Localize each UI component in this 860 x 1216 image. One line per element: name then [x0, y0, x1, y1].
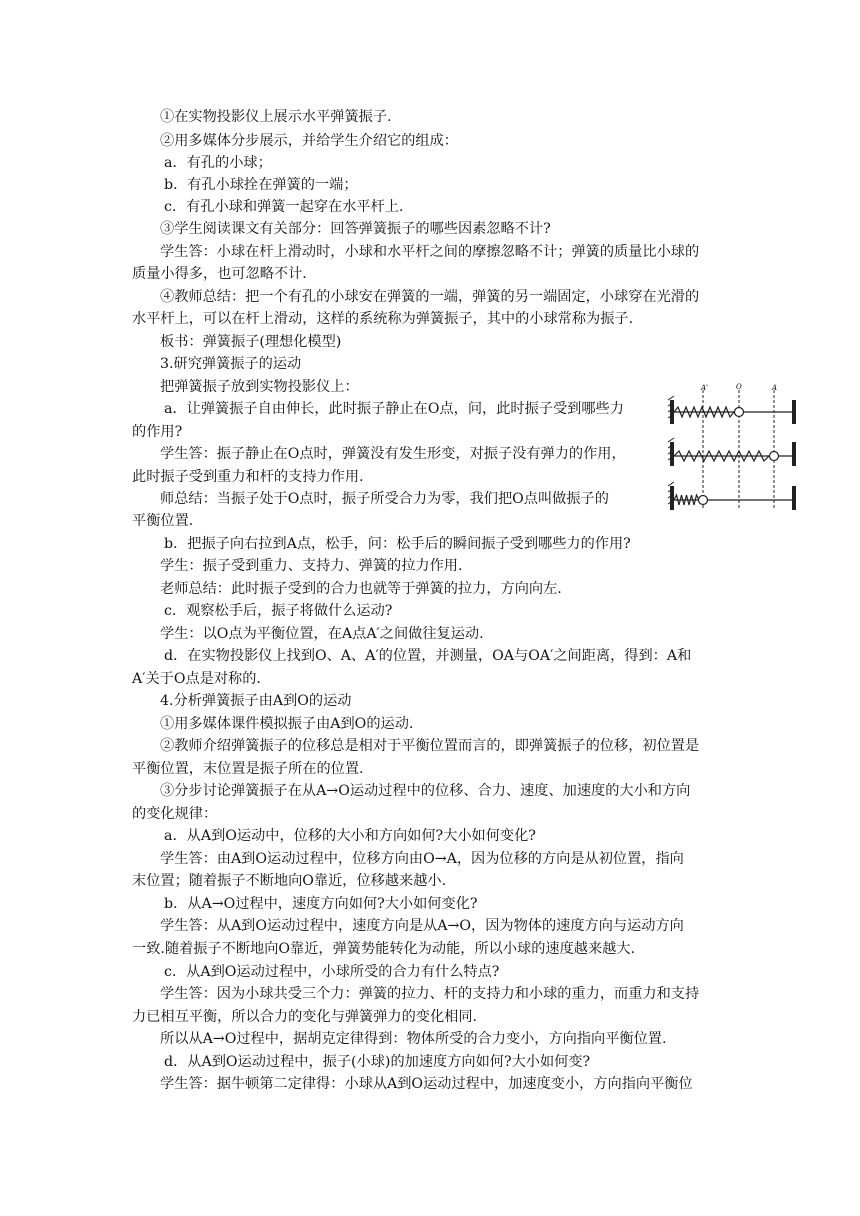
text-line — [160, 1073, 860, 1095]
text-line-content: 板书：弹簧振子(理想化模型) — [160, 334, 342, 350]
oscillator-row-equilibrium — [668, 396, 796, 424]
text-line-content: 的变化规律： — [132, 806, 218, 822]
text-line-content: b．从A→O过程中，速度方向如何?大小如何变化? — [164, 896, 478, 912]
text-line-content: a．从A到O运动中，位移的大小和方向如何?大小如何变化? — [164, 828, 536, 844]
text-line-content: 力已相互平衡，所以合力的变化与弹簧弹力的变化相同. — [132, 1009, 478, 1025]
text-line — [160, 623, 860, 645]
text-line-content: 质量小得多，也可忽略不计. — [132, 266, 307, 282]
text-line — [160, 218, 860, 240]
text-line-content: 学生：以O点为平衡位置，在A点A′之间做往复运动. — [160, 626, 484, 642]
oscillator-row-compressed — [668, 482, 796, 510]
ball-icon — [699, 496, 708, 505]
text-line-content: a．让弹簧振子自由伸长，此时振子静止在O点，问，此时振子受到哪些力 — [164, 401, 624, 417]
text-line — [160, 555, 860, 577]
text-line-content: c．从A到O运动过程中，小球所受的合力有什么特点? — [164, 964, 500, 980]
text-line-content: 平衡位置，末位置是振子所在的位置. — [132, 761, 364, 777]
text-line — [164, 152, 860, 174]
text-line-content: ③分步讨论弹簧振子在从A→O运动过程中的位移、合力、速度、加速度的大小和方向 — [160, 783, 691, 799]
text-line-content: 学生答：据牛顿第二定律得：小球从A到O运动过程中，加速度变小，方向指向平衡位 — [160, 1076, 693, 1092]
label-a-prime: A' — [701, 384, 708, 392]
text-line — [160, 690, 860, 712]
text-line — [160, 578, 860, 600]
text-line-content: 学生答：因为小球共受三个力：弹簧的拉力、杆的支持力和小球的重力，而重力和支持 — [160, 986, 700, 1002]
text-line — [160, 106, 860, 128]
text-line-content: 学生答：振子静止在O点时，弹簧没有发生形变，对振子没有弹力的作用， — [160, 446, 626, 462]
text-line-content: d．从A到O运动过程中，振子(小球)的加速度方向如何?大小如何变? — [164, 1054, 591, 1070]
text-line — [164, 825, 860, 847]
text-line — [132, 1006, 860, 1028]
text-line-content: ②教师介绍弹簧振子的位移总是相对于平衡位置而言的，即弹簧振子的位移，初位置是 — [160, 738, 700, 754]
text-line — [132, 308, 860, 330]
text-line — [160, 735, 860, 757]
text-line — [164, 645, 860, 667]
text-line-content: 学生答：从A到O运动过程中，速度方向是从A→O，因为物体的速度方向与运动方向 — [160, 918, 684, 934]
ball-icon — [770, 452, 779, 461]
text-line — [132, 668, 860, 690]
text-line-content: 的作用? — [132, 424, 183, 440]
text-line-content: 4.分析弹簧振子由A到O的运动 — [160, 693, 352, 709]
text-line-content: 学生：振子受到重力、支持力、弹簧的拉力作用. — [160, 558, 463, 574]
text-line-content: ①在实物投影仪上展示水平弹簧振子. — [160, 109, 392, 125]
text-line-content: b．有孔小球拴在弹簧的一端； — [164, 177, 358, 193]
text-line-content: ②用多媒体分步展示，并给学生介绍它的组成： — [160, 133, 458, 149]
text-line-content: 所以从A→O过程中，据胡克定律得到：物体所受的合力变小，方向指向平衡位置. — [160, 1031, 667, 1047]
oscillator-row-stretched — [668, 438, 796, 466]
text-line-content: ④教师总结：把一个有孔的小球安在弹簧的一端，弹簧的另一端固定，小球穿在光滑的 — [160, 289, 700, 305]
spring-oscillator-figure — [668, 382, 798, 518]
text-line — [164, 1051, 860, 1073]
text-line-content: b．把振子向右拉到A点，松手，问：松手后的瞬间振子受到哪些力的作用? — [164, 536, 631, 552]
text-line — [164, 961, 860, 983]
text-line — [160, 241, 860, 263]
text-line-content: 师总结：当振子处于O点时，振子所受合力为零，我们把O点叫做振子的 — [160, 491, 609, 507]
text-line — [132, 803, 860, 825]
text-line-content: 此时振子受到重力和杆的支持力作用. — [132, 469, 364, 485]
text-line — [164, 893, 860, 915]
text-line-content: 平衡位置. — [132, 513, 194, 529]
text-line — [132, 870, 860, 892]
text-line — [164, 600, 860, 622]
text-line-content: A′关于O点是对称的. — [132, 671, 261, 687]
text-line — [164, 174, 860, 196]
text-line — [160, 331, 860, 353]
text-line-content: c．观察松手后，振子将做什么运动? — [164, 603, 393, 619]
label-o: O — [736, 383, 742, 391]
text-line — [160, 848, 860, 870]
text-line-content: a．有孔的小球； — [164, 155, 272, 171]
text-line-content: c．有孔小球和弹簧一起穿在水平杆上. — [164, 199, 404, 215]
text-line-content: 学生答：小球在杆上滑动时，小球和水平杆之间的摩擦忽略不计；弹簧的质量比小球的 — [160, 244, 700, 260]
text-line — [132, 263, 860, 285]
ball-icon — [735, 408, 744, 417]
text-line-content: 末位置；随着振子不断地向O靠近，位移越来越小. — [132, 873, 447, 889]
text-line — [160, 713, 860, 735]
text-line — [164, 533, 860, 555]
text-line-content: d．在实物投影仪上找到O、A、A′的位置，并测量，OA与OA′之间距离，得到：A和 — [164, 648, 692, 664]
text-line-content: 一致.随着振子不断地向O靠近，弹簧势能转化为动能，所以小球的速度越来越大. — [132, 941, 636, 957]
text-line — [160, 915, 860, 937]
text-line — [160, 983, 860, 1005]
text-line — [160, 286, 860, 308]
label-a: A — [772, 384, 778, 392]
text-line-content: 把弹簧振子放到实物投影仪上： — [160, 379, 359, 395]
text-line-content: ③学生阅读课文有关部分：回答弹簧振子的哪些因素忽略不计? — [160, 221, 551, 237]
text-line — [160, 1028, 860, 1050]
text-line-content: 老师总结：此时振子受到的合力也就等于弹簧的拉力，方向向左. — [160, 581, 562, 597]
text-line-content: 3.研究弹簧振子的运动 — [160, 356, 302, 372]
text-line-content: ①用多媒体课件模拟振子由A到O的运动. — [160, 716, 414, 732]
text-line — [164, 196, 860, 218]
text-line — [132, 758, 860, 780]
text-line-content: 水平杆上，可以在杆上滑动，这样的系统称为弹簧振子，其中的小球常称为振子. — [132, 311, 634, 327]
text-line — [132, 938, 860, 960]
text-line-content: 学生答：由A到O运动过程中，位移方向由O→A，因为位移的方向是从初位置，指向 — [160, 851, 684, 867]
text-line — [160, 130, 860, 152]
text-line — [160, 353, 860, 375]
text-line — [160, 780, 860, 802]
